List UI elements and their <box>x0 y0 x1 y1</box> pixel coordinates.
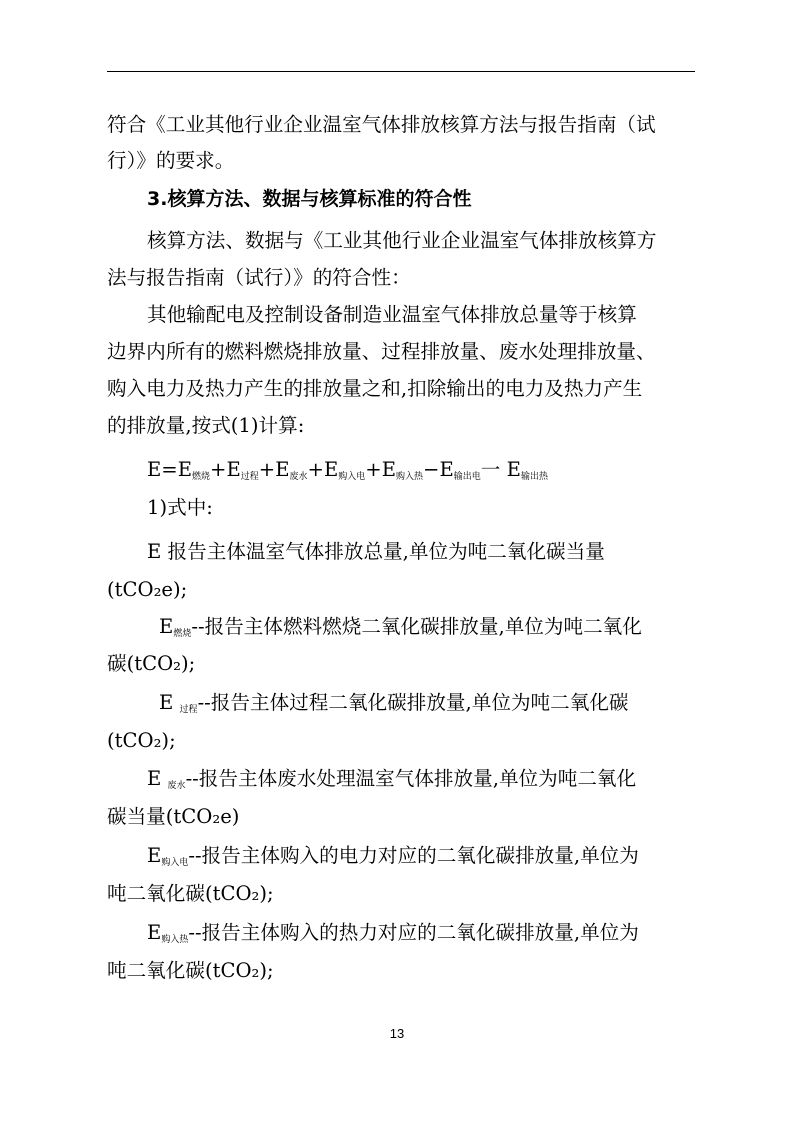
formula-subscript: 购入热 <box>396 472 424 482</box>
symbol: E <box>159 691 174 714</box>
def-process-line-2: (tCO₂); <box>107 729 176 752</box>
formula-subscript: 购入电 <box>338 472 366 482</box>
symbol-subscript: 燃烧 <box>173 629 192 639</box>
def-buy-elec-line-2: 吨二氧化碳(tCO₂); <box>107 882 274 905</box>
section-heading-3: 3.核算方法、数据与核算标准的符合性 <box>147 188 472 210</box>
symbol-subscript: 购入电 <box>161 858 189 868</box>
def-buy-heat-line-1 <box>147 920 639 950</box>
symbol-subscript: 购入热 <box>161 935 189 945</box>
def-process-line-1 <box>159 690 629 720</box>
def-total-line-2: (tCO₂e); <box>107 578 188 601</box>
total-line-1: 其他输配电及控制设备制造业温室气体排放总量等于核算 <box>147 303 637 326</box>
symbol: E <box>147 767 162 790</box>
def-text: --报告主体过程二氧化碳排放量,单位为吨二氧化碳 <box>197 691 629 714</box>
def-text: --报告主体购入的电力对应的二氧化碳排放量,单位为 <box>188 844 639 867</box>
def-fuel-line-2: 碳(tCO₂); <box>107 652 196 675</box>
def-total-line-1: E 报告主体温室气体排放总量,单位为吨二氧化碳当量 <box>147 540 605 563</box>
def-waste-line-1 <box>147 766 636 796</box>
formula-term: 一 E <box>480 458 521 481</box>
formula-term: +E <box>307 458 339 481</box>
def-text: --报告主体购入的热力对应的二氧化碳排放量,单位为 <box>188 921 639 944</box>
symbol: E <box>159 615 174 638</box>
symbol: E <box>147 844 162 867</box>
compliance-line-2: 行）》的要求。 <box>107 149 235 172</box>
formula-subscript: 输出电 <box>453 472 481 482</box>
intro-line-1: 核算方法、数据与《工业其他行业企业温室气体排放核算方 <box>147 229 657 252</box>
emission-formula <box>147 457 548 487</box>
formula-subscript: 输出热 <box>520 472 548 482</box>
symbol: E <box>147 921 162 944</box>
formula-term: +E <box>365 458 397 481</box>
formula-term: −E <box>423 458 454 481</box>
total-line-2: 边界内所有的燃料燃烧排放量、过程排放量、废水处理排放量、 <box>107 340 656 363</box>
page-number: 13 <box>389 1026 405 1041</box>
formula-term: +E <box>258 458 290 481</box>
def-text: --报告主体废水处理温室气体排放量,单位为吨二氧化 <box>185 767 637 790</box>
def-fuel-line-1 <box>159 614 642 644</box>
where-label: 1)式中: <box>147 496 213 519</box>
def-buy-heat-line-2: 吨二氧化碳(tCO₂); <box>107 959 274 982</box>
formula-subscript: 燃烧 <box>192 472 211 482</box>
compliance-line-1: 符合《工业其他行业企业温室气体排放核算方法与报告指南（试 <box>107 113 656 136</box>
intro-line-2: 法与报告指南（试行）》的符合性： <box>107 266 411 289</box>
header-rule <box>107 71 695 72</box>
def-text: --报告主体燃料燃烧二氧化碳排放量,单位为吨二氧化 <box>191 615 642 638</box>
formula-term: +E <box>210 458 241 481</box>
total-line-3: 购入电力及热力产生的排放量之和,扣除输出的电力及热力产生 <box>107 377 643 400</box>
formula-subscript: 废水 <box>289 472 308 482</box>
formula-term: E=E <box>147 458 193 481</box>
formula-subscript: 过程 <box>240 472 259 482</box>
total-line-4: 的排放量,按式(1)计算: <box>107 414 305 437</box>
symbol-subscript: 废水 <box>167 781 186 791</box>
def-buy-elec-line-1 <box>147 843 639 873</box>
symbol-subscript: 过程 <box>179 705 198 715</box>
def-waste-line-2: 碳当量(tCO₂e) <box>107 805 240 828</box>
